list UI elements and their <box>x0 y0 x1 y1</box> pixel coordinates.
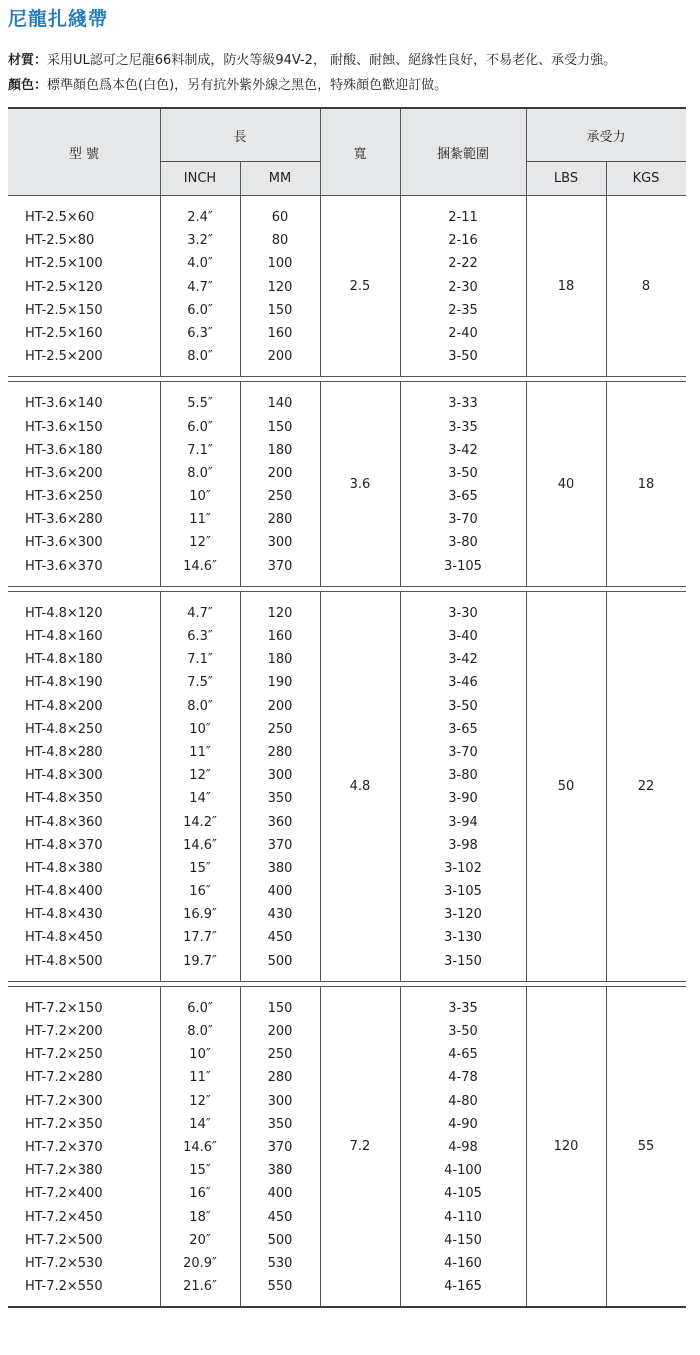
cell-inch: 14.6″ <box>183 1139 217 1155</box>
cell-inch: 11″ <box>189 744 211 760</box>
cell-model: HT-4.8×450 <box>25 930 103 946</box>
cell-mm: 350 <box>267 1116 293 1132</box>
cell-range: 2-22 <box>448 256 478 272</box>
cell-inch: 6.0″ <box>187 1000 213 1016</box>
cell-range: 3-50 <box>448 349 478 365</box>
cell-model: HT-3.6×280 <box>25 512 103 528</box>
cell-mm: 200 <box>267 1024 293 1039</box>
cell-mm: 250 <box>267 1047 293 1063</box>
cell-model: HT-7.2×550 <box>25 1279 103 1295</box>
cell-model: HT-3.6×140 <box>25 396 103 412</box>
cell-model: HT-3.6×180 <box>25 442 103 458</box>
cell-model: HT-4.8×160 <box>25 629 103 644</box>
material-text: 采用UL認可之尼龍66料制成，防火等級94V-2， 耐酸、耐蝕、絕緣性良好，不易老化、承受力強。 <box>47 53 617 68</box>
cell-mm: 550 <box>267 1279 293 1295</box>
cell-mm: 280 <box>267 744 293 760</box>
cell-width: 7.2 <box>349 1139 371 1155</box>
cell-mm: 300 <box>267 1093 293 1109</box>
cell-model: HT-3.6×370 <box>25 558 103 574</box>
material-label: 材質： <box>8 53 48 68</box>
cell-mm: 280 <box>267 1070 293 1086</box>
cell-kgs: 18 <box>637 476 655 492</box>
cell-mm: 150 <box>267 1000 293 1016</box>
cell-inch: 8.0″ <box>187 465 213 481</box>
cell-range: 3-80 <box>448 768 478 784</box>
cell-inch: 7.1″ <box>187 442 213 458</box>
cell-lbs: 18 <box>557 278 575 294</box>
cell-model: HT-4.8×350 <box>25 791 103 807</box>
cell-range: 3-42 <box>448 652 478 668</box>
material-line <box>8 53 616 69</box>
cell-model: HT-4.8×500 <box>25 953 103 969</box>
cell-inch: 17.7″ <box>183 930 217 946</box>
cell-mm: 200 <box>267 349 293 365</box>
cell-range: 3-150 <box>444 953 482 969</box>
table-group <box>8 987 686 1308</box>
cell-width: 4.8 <box>349 778 371 794</box>
cell-range: 3-98 <box>448 837 478 853</box>
table-group <box>8 592 686 982</box>
header-inch: INCH <box>183 170 217 186</box>
header-range: 捆紮範圍 <box>436 146 489 162</box>
cell-model: HT-2.5×200 <box>25 349 103 365</box>
cell-lbs: 50 <box>557 778 575 794</box>
header-model: 型 號 <box>68 146 100 162</box>
cell-range: 3-130 <box>444 930 482 946</box>
cell-inch: 14.6″ <box>183 837 217 853</box>
cell-range: 3-35 <box>448 419 478 435</box>
cell-range: 4-165 <box>444 1279 482 1295</box>
cell-inch: 4.7″ <box>187 279 213 295</box>
cell-range: 4-90 <box>448 1116 478 1132</box>
cell-model: HT-4.8×250 <box>25 721 103 737</box>
cell-range: 3-94 <box>448 814 478 830</box>
cell-mm: 300 <box>267 768 293 784</box>
cell-model: HT-4.8×190 <box>25 675 103 691</box>
cell-model: HT-4.8×180 <box>25 652 103 668</box>
cell-mm: 300 <box>267 535 293 551</box>
cell-mm: 360 <box>267 814 293 830</box>
cell-range: 3-80 <box>448 535 478 551</box>
cell-inch: 10″ <box>189 489 211 505</box>
cell-model: HT-4.8×370 <box>25 837 103 853</box>
spec-table <box>8 107 686 1308</box>
cell-mm: 160 <box>267 629 293 644</box>
cell-width: 3.6 <box>349 476 371 492</box>
cell-mm: 500 <box>267 953 293 969</box>
cell-range: 3-120 <box>444 907 482 923</box>
cell-range: 4-150 <box>444 1232 482 1248</box>
cell-inch: 6.0″ <box>187 302 213 318</box>
cell-mm: 280 <box>267 512 293 528</box>
cell-mm: 400 <box>267 884 293 900</box>
cell-model: HT-7.2×450 <box>25 1209 103 1225</box>
color-line <box>8 78 447 94</box>
cell-mm: 370 <box>267 1139 293 1155</box>
cell-inch: 8.0″ <box>187 698 213 714</box>
cell-mm: 60 <box>271 210 289 225</box>
cell-model: HT-4.8×400 <box>25 884 103 900</box>
cell-inch: 12″ <box>189 768 211 784</box>
cell-range: 3-65 <box>448 721 478 737</box>
cell-lbs: 120 <box>553 1139 579 1155</box>
cell-inch: 20.9″ <box>183 1255 217 1271</box>
cell-inch: 10″ <box>189 721 211 737</box>
cell-inch: 15″ <box>189 860 211 876</box>
cell-mm: 370 <box>267 837 293 853</box>
cell-model: HT-7.2×200 <box>25 1024 103 1039</box>
cell-mm: 120 <box>267 279 293 295</box>
cell-inch: 6.3″ <box>187 629 213 644</box>
cell-range: 2-11 <box>448 210 478 225</box>
cell-inch: 14.2″ <box>183 814 217 830</box>
cell-model: HT-7.2×400 <box>25 1186 103 1202</box>
table-group <box>8 382 686 587</box>
cell-range: 3-50 <box>448 1024 478 1039</box>
cell-model: HT-2.5×150 <box>25 302 103 318</box>
cell-range: 2-30 <box>448 279 478 295</box>
cell-model: HT-7.2×380 <box>25 1163 103 1179</box>
cell-model: HT-4.8×380 <box>25 860 103 876</box>
cell-kgs: 55 <box>637 1139 655 1155</box>
cell-range: 3-102 <box>444 860 482 876</box>
cell-range: 4-78 <box>448 1070 478 1086</box>
header-length: 長 <box>233 129 247 145</box>
header-lbs: LBS <box>553 170 579 186</box>
cell-range: 3-35 <box>448 1000 478 1016</box>
cell-inch: 16″ <box>189 884 211 900</box>
cell-range: 2-16 <box>448 233 478 249</box>
cell-model: HT-7.2×300 <box>25 1093 103 1109</box>
cell-mm: 370 <box>267 558 293 574</box>
cell-range: 3-105 <box>444 558 482 574</box>
cell-model: HT-3.6×150 <box>25 419 103 435</box>
cell-model: HT-2.5×80 <box>25 233 95 249</box>
cell-range: 4-98 <box>448 1139 478 1155</box>
cell-mm: 100 <box>267 256 293 272</box>
cell-range: 3-70 <box>448 512 478 528</box>
cell-inch: 14″ <box>189 791 211 807</box>
cell-mm: 80 <box>271 233 289 249</box>
cell-range: 3-65 <box>448 489 478 505</box>
cell-mm: 150 <box>267 419 293 435</box>
header-strength: 承受力 <box>586 129 626 145</box>
cell-range: 2-35 <box>448 302 478 318</box>
cell-model: HT-7.2×370 <box>25 1139 103 1155</box>
cell-inch: 19.7″ <box>183 953 217 969</box>
cell-model: HT-7.2×150 <box>25 1000 103 1016</box>
cell-range: 4-65 <box>448 1047 478 1063</box>
cell-inch: 3.2″ <box>187 233 213 249</box>
cell-inch: 8.0″ <box>187 1024 213 1039</box>
cell-inch: 10″ <box>189 1047 211 1063</box>
cell-range: 3-70 <box>448 744 478 760</box>
header-kgs: KGS <box>632 170 660 186</box>
table-body <box>8 196 686 1308</box>
cell-range: 4-105 <box>444 1186 482 1202</box>
table-header <box>8 107 686 196</box>
cell-inch: 18″ <box>189 1209 211 1225</box>
cell-model: HT-4.8×120 <box>25 605 103 621</box>
cell-inch: 11″ <box>189 1070 211 1086</box>
header-width: 寬 <box>353 146 367 162</box>
cell-range: 3-40 <box>448 629 478 644</box>
page-title: 尼龍扎綫帶 <box>8 8 109 30</box>
cell-range: 3-33 <box>448 396 478 412</box>
cell-mm: 380 <box>267 860 293 876</box>
cell-inch: 4.7″ <box>187 605 213 621</box>
cell-range: 3-50 <box>448 465 478 481</box>
cell-lbs: 40 <box>557 476 575 492</box>
cell-range: 4-160 <box>444 1255 482 1271</box>
cell-inch: 8.0″ <box>187 349 213 365</box>
cell-width: 2.5 <box>349 278 371 294</box>
cell-model: HT-4.8×430 <box>25 907 103 923</box>
cell-range: 4-80 <box>448 1093 478 1109</box>
cell-inch: 2.4″ <box>187 210 213 225</box>
cell-inch: 12″ <box>189 535 211 551</box>
cell-range: 3-50 <box>448 698 478 714</box>
cell-inch: 5.5″ <box>187 396 213 412</box>
cell-kgs: 8 <box>641 278 651 294</box>
cell-mm: 200 <box>267 465 293 481</box>
cell-inch: 15″ <box>189 1163 211 1179</box>
cell-range: 3-30 <box>448 605 478 621</box>
cell-inch: 7.5″ <box>187 675 213 691</box>
cell-inch: 14″ <box>189 1116 211 1132</box>
cell-mm: 500 <box>267 1232 293 1248</box>
cell-mm: 200 <box>267 698 293 714</box>
cell-inch: 14.6″ <box>183 558 217 574</box>
cell-model: HT-3.6×200 <box>25 465 103 481</box>
cell-model: HT-2.5×160 <box>25 325 103 341</box>
cell-mm: 250 <box>267 721 293 737</box>
cell-inch: 7.1″ <box>187 652 213 668</box>
cell-range: 4-110 <box>444 1209 482 1225</box>
cell-mm: 180 <box>267 652 293 668</box>
cell-inch: 6.3″ <box>187 325 213 341</box>
cell-mm: 250 <box>267 489 293 505</box>
color-text: 標準顏色爲本色(白色)，另有抗外紫外線之黑色，特殊顏色歡迎訂做。 <box>47 78 448 93</box>
cell-inch: 16.9″ <box>183 907 217 923</box>
cell-range: 4-100 <box>444 1163 482 1179</box>
cell-model: HT-3.6×300 <box>25 535 103 551</box>
cell-inch: 16″ <box>189 1186 211 1202</box>
cell-mm: 350 <box>267 791 293 807</box>
cell-model: HT-7.2×350 <box>25 1116 103 1132</box>
cell-model: HT-7.2×280 <box>25 1070 103 1086</box>
cell-range: 2-40 <box>448 325 478 341</box>
cell-mm: 160 <box>267 325 293 341</box>
cell-mm: 190 <box>267 675 293 691</box>
header-mm: MM <box>268 170 292 186</box>
cell-mm: 400 <box>267 1186 293 1202</box>
cell-mm: 180 <box>267 442 293 458</box>
cell-model: HT-4.8×200 <box>25 698 103 714</box>
cell-model: HT-4.8×280 <box>25 744 103 760</box>
cell-mm: 150 <box>267 302 293 318</box>
cell-mm: 140 <box>267 396 293 412</box>
table-group <box>8 196 686 377</box>
cell-inch: 6.0″ <box>187 419 213 435</box>
cell-model: HT-2.5×100 <box>25 256 103 272</box>
cell-inch: 4.0″ <box>187 256 213 272</box>
cell-inch: 12″ <box>189 1093 211 1109</box>
cell-model: HT-3.6×250 <box>25 489 103 505</box>
cell-model: HT-7.2×530 <box>25 1255 103 1271</box>
cell-model: HT-2.5×120 <box>25 279 103 295</box>
cell-inch: 21.6″ <box>183 1279 217 1295</box>
cell-model: HT-4.8×300 <box>25 768 103 784</box>
cell-mm: 430 <box>267 907 293 923</box>
cell-inch: 11″ <box>189 512 211 528</box>
cell-range: 3-105 <box>444 884 482 900</box>
cell-mm: 530 <box>267 1255 293 1271</box>
cell-range: 3-42 <box>448 442 478 458</box>
cell-range: 3-46 <box>448 675 478 691</box>
cell-kgs: 22 <box>637 778 655 794</box>
cell-inch: 20″ <box>189 1232 211 1248</box>
cell-range: 3-90 <box>448 791 478 807</box>
cell-model: HT-7.2×500 <box>25 1232 103 1248</box>
cell-model: HT-4.8×360 <box>25 814 103 830</box>
cell-mm: 450 <box>267 1209 293 1225</box>
cell-mm: 380 <box>267 1163 293 1179</box>
cell-model: HT-2.5×60 <box>25 210 95 225</box>
cell-mm: 120 <box>267 605 293 621</box>
color-label: 顏色： <box>8 78 48 93</box>
cell-model: HT-7.2×250 <box>25 1047 103 1063</box>
cell-mm: 450 <box>267 930 293 946</box>
